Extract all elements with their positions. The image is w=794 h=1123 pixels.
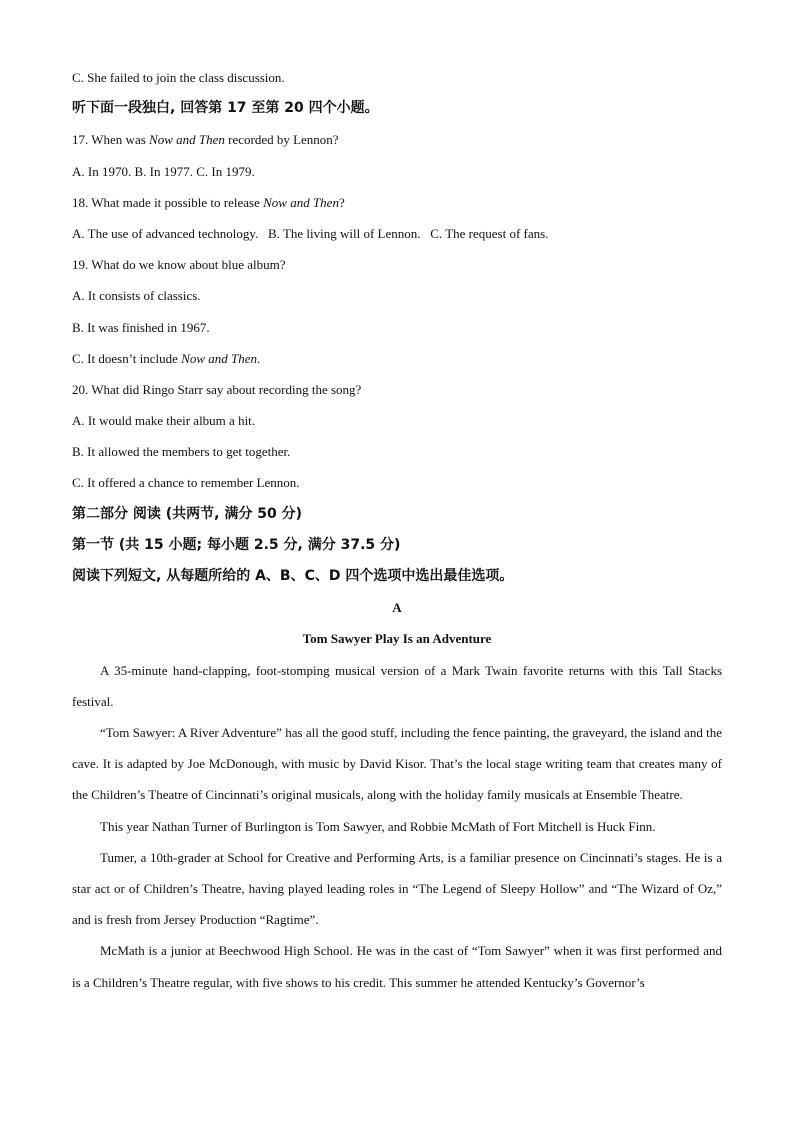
passage-paragraph: “Tom Sawyer: A River Adventure” has all the good stuff, including the fence painting, the graveyard, the island and the cave. It is adapted by Joe McDonough, with music by David Kisor. That’s the local stage writing team that creates many of the Children’s Theatre of Cincinnati’s original musicals, along with the holiday family musicals at Ensemble Theatre. [72, 724, 722, 803]
passage-paragraph: McMath is a junior at Beechwood High School. He was in the cast of “Tom Sawyer” when it was first performed and is a Children’s Theatre regular, with five shows to his credit. This summer he attended Kentucky’s Governor’s [72, 943, 722, 990]
passage-paragraph: A 35-minute hand-clapping, foot-stomping musical version of a Mark Twain favorite returns with this Tall Stacks festival. [72, 662, 722, 709]
passage-paragraph: Tumer, a 10th-grader at School for Creative and Performing Arts, is a familiar presence on Cincinnati’s stages. He is a star act or of Children’s Theatre, having played leading roles in “The Legend of Sleepy Hollow” and “The Wizard of Oz,” and is fresh from Jersey Production “Ragtime”. [72, 849, 722, 928]
passage-paragraph: This year Nathan Turner of Burlington is Tom Sawyer, and Robbie McMath of Fort Mitchell is Huck Finn. [100, 818, 656, 834]
passage-letter: A [392, 600, 402, 616]
q19-option-c-title: Now and Then [181, 350, 258, 366]
q20-question: 20. What did Ringo Starr say about recording the song? [72, 381, 362, 397]
monologue-instruction: 听下面一段独白, 回答第 17 至第 20 四个小题。 [72, 100, 379, 117]
q17-prefix: 17. When was [72, 132, 150, 148]
q16-option-c: C. She failed to join the class discussion. [72, 70, 285, 85]
q19-option-c [72, 343, 722, 374]
reading-section-title: 第一节 (共 15 小题; 每小题 2.5 分, 满分 37.5 分) [72, 536, 401, 553]
q17-options: A. In 1970. B. In 1977. C. In 1979. [72, 163, 255, 179]
q17-title: Now and Then [149, 132, 225, 148]
q19-option-c-suffix: . [257, 350, 261, 366]
q17-question [72, 124, 722, 155]
q18-suffix: ? [338, 194, 345, 210]
reading-part-title: 第二部分 阅读 (共两节, 满分 50 分) [72, 505, 302, 522]
q19-question: 19. What do we know about blue album? [72, 257, 286, 273]
q19-option-c-prefix: C. It doesn’t include [72, 350, 182, 366]
q20-option-b: B. It allowed the members to get together. [72, 444, 291, 460]
reading-instruction: 阅读下列短文, 从每题所给的 A、B、C、D 四个选项中选出最佳选项。 [72, 568, 514, 584]
q18-prefix: 18. What made it possible to release [72, 194, 264, 210]
q18-options: A. The use of advanced technology. B. The living will of Lennon. C. The request of fans. [72, 225, 549, 241]
q20-option-a: A. It would make their album a hit. [72, 413, 256, 429]
exam-page [72, 62, 722, 998]
q17-suffix: recorded by Lennon? [224, 132, 339, 148]
q18-title: Now and Then [263, 194, 339, 210]
q20-option-c: C. It offered a chance to remember Lennon. [72, 475, 300, 491]
passage-title: Tom Sawyer Play Is an Adventure [302, 631, 492, 647]
q19-option-b: B. It was finished in 1967. [72, 319, 210, 335]
q19-option-a: A. It consists of classics. [72, 288, 201, 304]
q18-question [72, 187, 722, 218]
